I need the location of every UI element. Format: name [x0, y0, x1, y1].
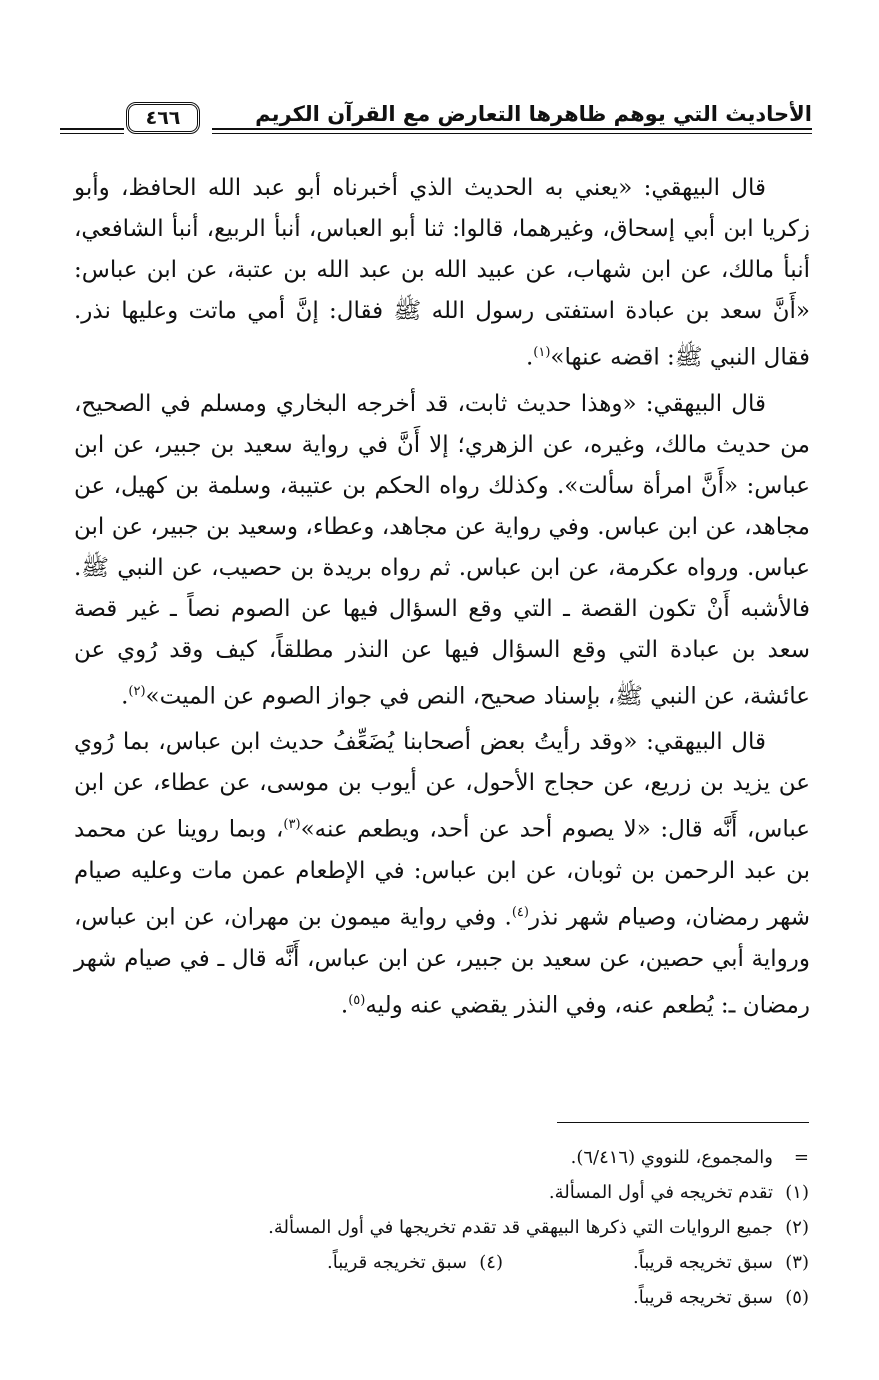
main-text	[74, 168, 810, 1031]
footnote-text: سبق تخريجه قريباً.	[327, 1252, 467, 1273]
paragraph-text: ، وبما روينا عن محمد بن عبد الرحمن بن ثوبان، عن ابن عباس: في الإطعام عمن مات وعليه صيام شهر رمضان، وصيام شهر نذر	[74, 816, 810, 931]
header-rule-bottom	[212, 133, 812, 134]
footnote-number: (٢)	[785, 1217, 809, 1238]
footnote-ref: (٢)	[128, 683, 146, 699]
footnote-1	[109, 1175, 809, 1210]
footnote-separator	[557, 1122, 809, 1123]
footnote-text: والمجموع، للنووي (٦/٤١٦).	[570, 1147, 773, 1168]
header-title: الأحاديث التي يوهم ظاهرها التعارض مع القرآن الكريم	[255, 102, 812, 126]
footnote-3-4	[109, 1245, 809, 1280]
footnote-number: (٥)	[785, 1287, 809, 1308]
running-header	[60, 98, 812, 152]
page-number: ٤٦٦	[145, 107, 181, 129]
footnote-5	[109, 1280, 809, 1315]
footnote-2	[109, 1210, 809, 1245]
paragraph-end: .	[525, 344, 534, 371]
footnote-continued	[109, 1140, 809, 1175]
footnote-ref: (٣)	[283, 817, 301, 833]
footnote-number: (٣)	[785, 1252, 809, 1273]
paragraph-end: .	[340, 992, 349, 1019]
paragraph-2	[74, 384, 810, 718]
footnote-number: =	[793, 1147, 809, 1168]
paragraph-text: قال البيهقي: «وقد رأيتُ بعض أصحابنا يُضَعِّفُ حديث ابن عباس، بما رُوي عن يزيد بن زريع، عن حجاج الأحول، عن أيوب بن موسى، عن عطاء، عن ابن عباس، أَنَّه قال: «لا يصوم أحد عن أحد، ويطعم عنه»	[74, 729, 811, 843]
paragraph-1	[74, 168, 810, 379]
footnote-text: سبق تخريجه قريباً.	[633, 1252, 773, 1273]
paragraph-end: .	[121, 683, 129, 710]
paragraph-text: قال البيهقي: «وهذا حديث ثابت، قد أخرجه البخاري ومسلم في الصحيح، من حديث مالك، وغيره، عن الزهري؛ إلا أَنَّ في رواية سعيد بن جبير، عن ابن عباس: «أَنَّ امرأة سألت». وكذلك رواه الحكم بن عتيبة، وسلمة بن كهيل، عن مجاهد، عن ابن عباس. وفي رواية عن مجاهد، وعطاء، وسعيد بن جبير، عن ابن عباس. ورواه عكرمة، عن ابن عباس. ثم رواه بريدة بن حصيب، عن النبي ﷺ. فالأشبه أَنْ تكون القصة ـ التي وقع السؤال فيها عن الصوم نصاً ـ غير قصة سعد بن عبادة التي وقع السؤال فيها عن النذر مطلقاً، كيف وقد رُوي عن عائشة، عن النبي ﷺ، بإسناد صحيح، النص في جواز الصوم عن الميت»	[74, 390, 810, 710]
footnote-number: (٤)	[479, 1252, 503, 1273]
paragraph-text: . وفي رواية ميمون بن مهران، عن ابن عباس، ورواية أبي حصين، عن سعيد بن جبير، عن ابن عباس، أَنَّه قال ـ في صيام شهر رمضان ـ: يُطعم عنه، وفي النذر يقضي عنه وليه	[74, 904, 810, 1019]
paragraph-text: قال البيهقي: «يعني به الحديث الذي أخبرناه أبو عبد الله الحافظ، وأبو زكريا ابن أبي إسحاق، وغيرهما، قالوا: ثنا أبو العباس، أنبأ الربيع، أنبأ الشافعي، أنبأ مالك، عن ابن شهاب، عن عبيد الله بن عبد الله بن عتبة، عن ابن عباس: «أَنَّ سعد بن عبادة استفتى رسول الله ﷺ فقال: إنَّ أمي ماتت وعليها نذر. فقال النبي ﷺ: اقضه عنها»	[74, 175, 810, 371]
footnote-ref: (٥)	[348, 992, 366, 1008]
page-number-box	[126, 102, 200, 134]
footnote-ref: (١)	[533, 345, 551, 360]
footnotes	[109, 1140, 809, 1315]
footnote-text: سبق تخريجه قريباً.	[633, 1287, 773, 1308]
footnote-number: (١)	[785, 1182, 809, 1203]
footnote-text: جميع الروايات التي ذكرها البيهقي قد تقدم تخريجها في أول المسألة.	[268, 1217, 773, 1238]
header-rule-top	[212, 128, 812, 130]
footnote-ref: (٤)	[511, 904, 529, 920]
header-rule-left-top	[60, 128, 124, 130]
header-rule-left-bottom	[60, 133, 124, 134]
paragraph-3	[74, 722, 810, 1026]
footnote-text: تقدم تخريجه في أول المسألة.	[548, 1182, 773, 1203]
